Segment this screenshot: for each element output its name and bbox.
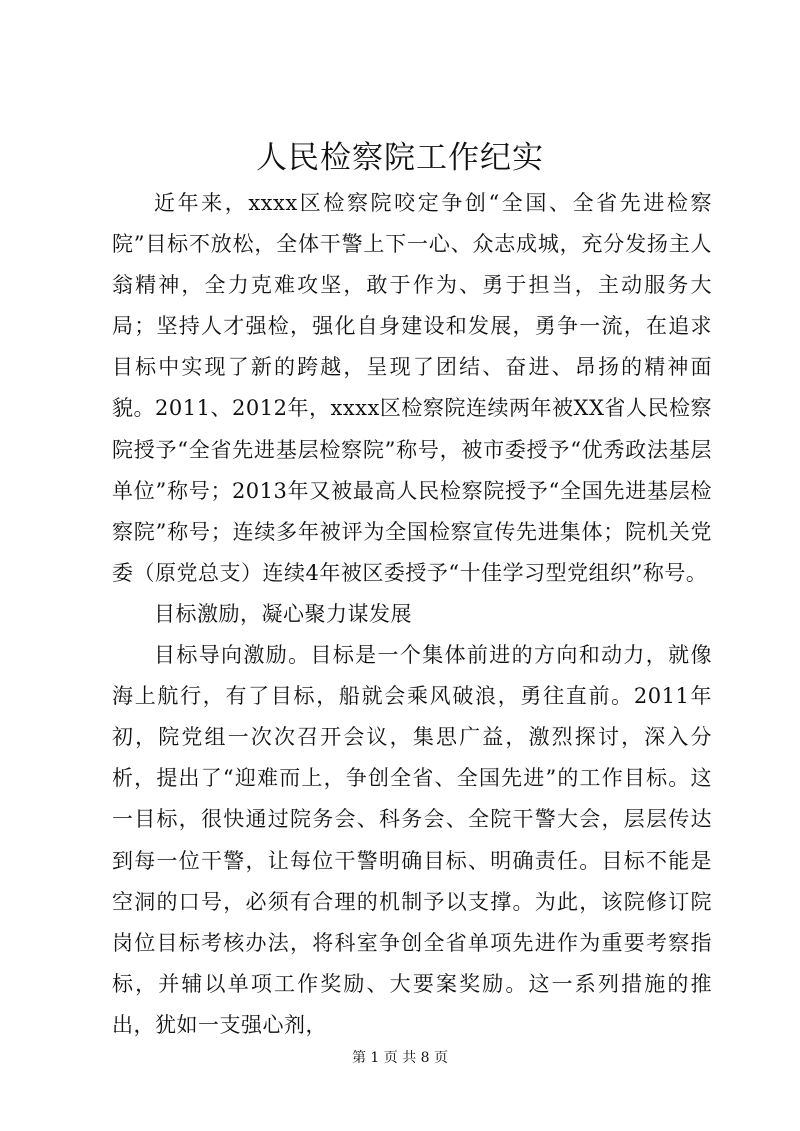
document-body xyxy=(112,183,712,1046)
section-heading: 目标激励，凝心聚力谋发展 xyxy=(154,601,412,626)
section-paragraph: 目标导向激励。目标是一个集体前进的方向和动力，就像海上航行，有了目标，船就会乘风破浪，勇往直前。2011年初，院党组一次次召开会议，集思广益，激烈探讨，深入分析，提出了“迎难而上，争创全省、全国先进”的工作目标。这一目标，很快通过院务会、科务会、全院干警大会，层层传达到每一位干警，让每位干警明确目标、明确责任。目标不能是空洞的口号，必须有合理的机制予以支撑。为此，该院修订院岗位目标考核办法，将科室争创全省单项先进作为重要考察指标，并辅以单项工作奖励、大要案奖励。这一系列措施的推出，犹如一支强心剂， xyxy=(112,643,712,1037)
intro-paragraph: 近年来，xxxx区检察院咬定争创“全国、全省先进检察院”目标不放松，全体干警上下一心、众志成城，充分发扬主人翁精神，全力克难攻坚，敢于作为、勇于担当，主动服务大局；坚持人才强检，强化自身建设和发展，勇争一流，在追求目标中实现了新的跨越，呈现了团结、奋进、昂扬的精神面貌。2011、2012年，xxxx区检察院连续两年被XX省人民检察院授予“全省先进基层检察院”称号，被市委授予“优秀政法基层单位”称号；2013年又被最高人民检察院授予“全国先进基层检察院”称号；连续多年被评为全国检察宣传先进集体；院机关党委（原党总支）连续4年被区委授予“十佳学习型党组织”称号。 xyxy=(112,191,712,585)
page-number-footer: 第 1 页 共 8 页 xyxy=(351,1050,449,1066)
document-title: 人民检察院工作纪实 xyxy=(256,140,544,176)
